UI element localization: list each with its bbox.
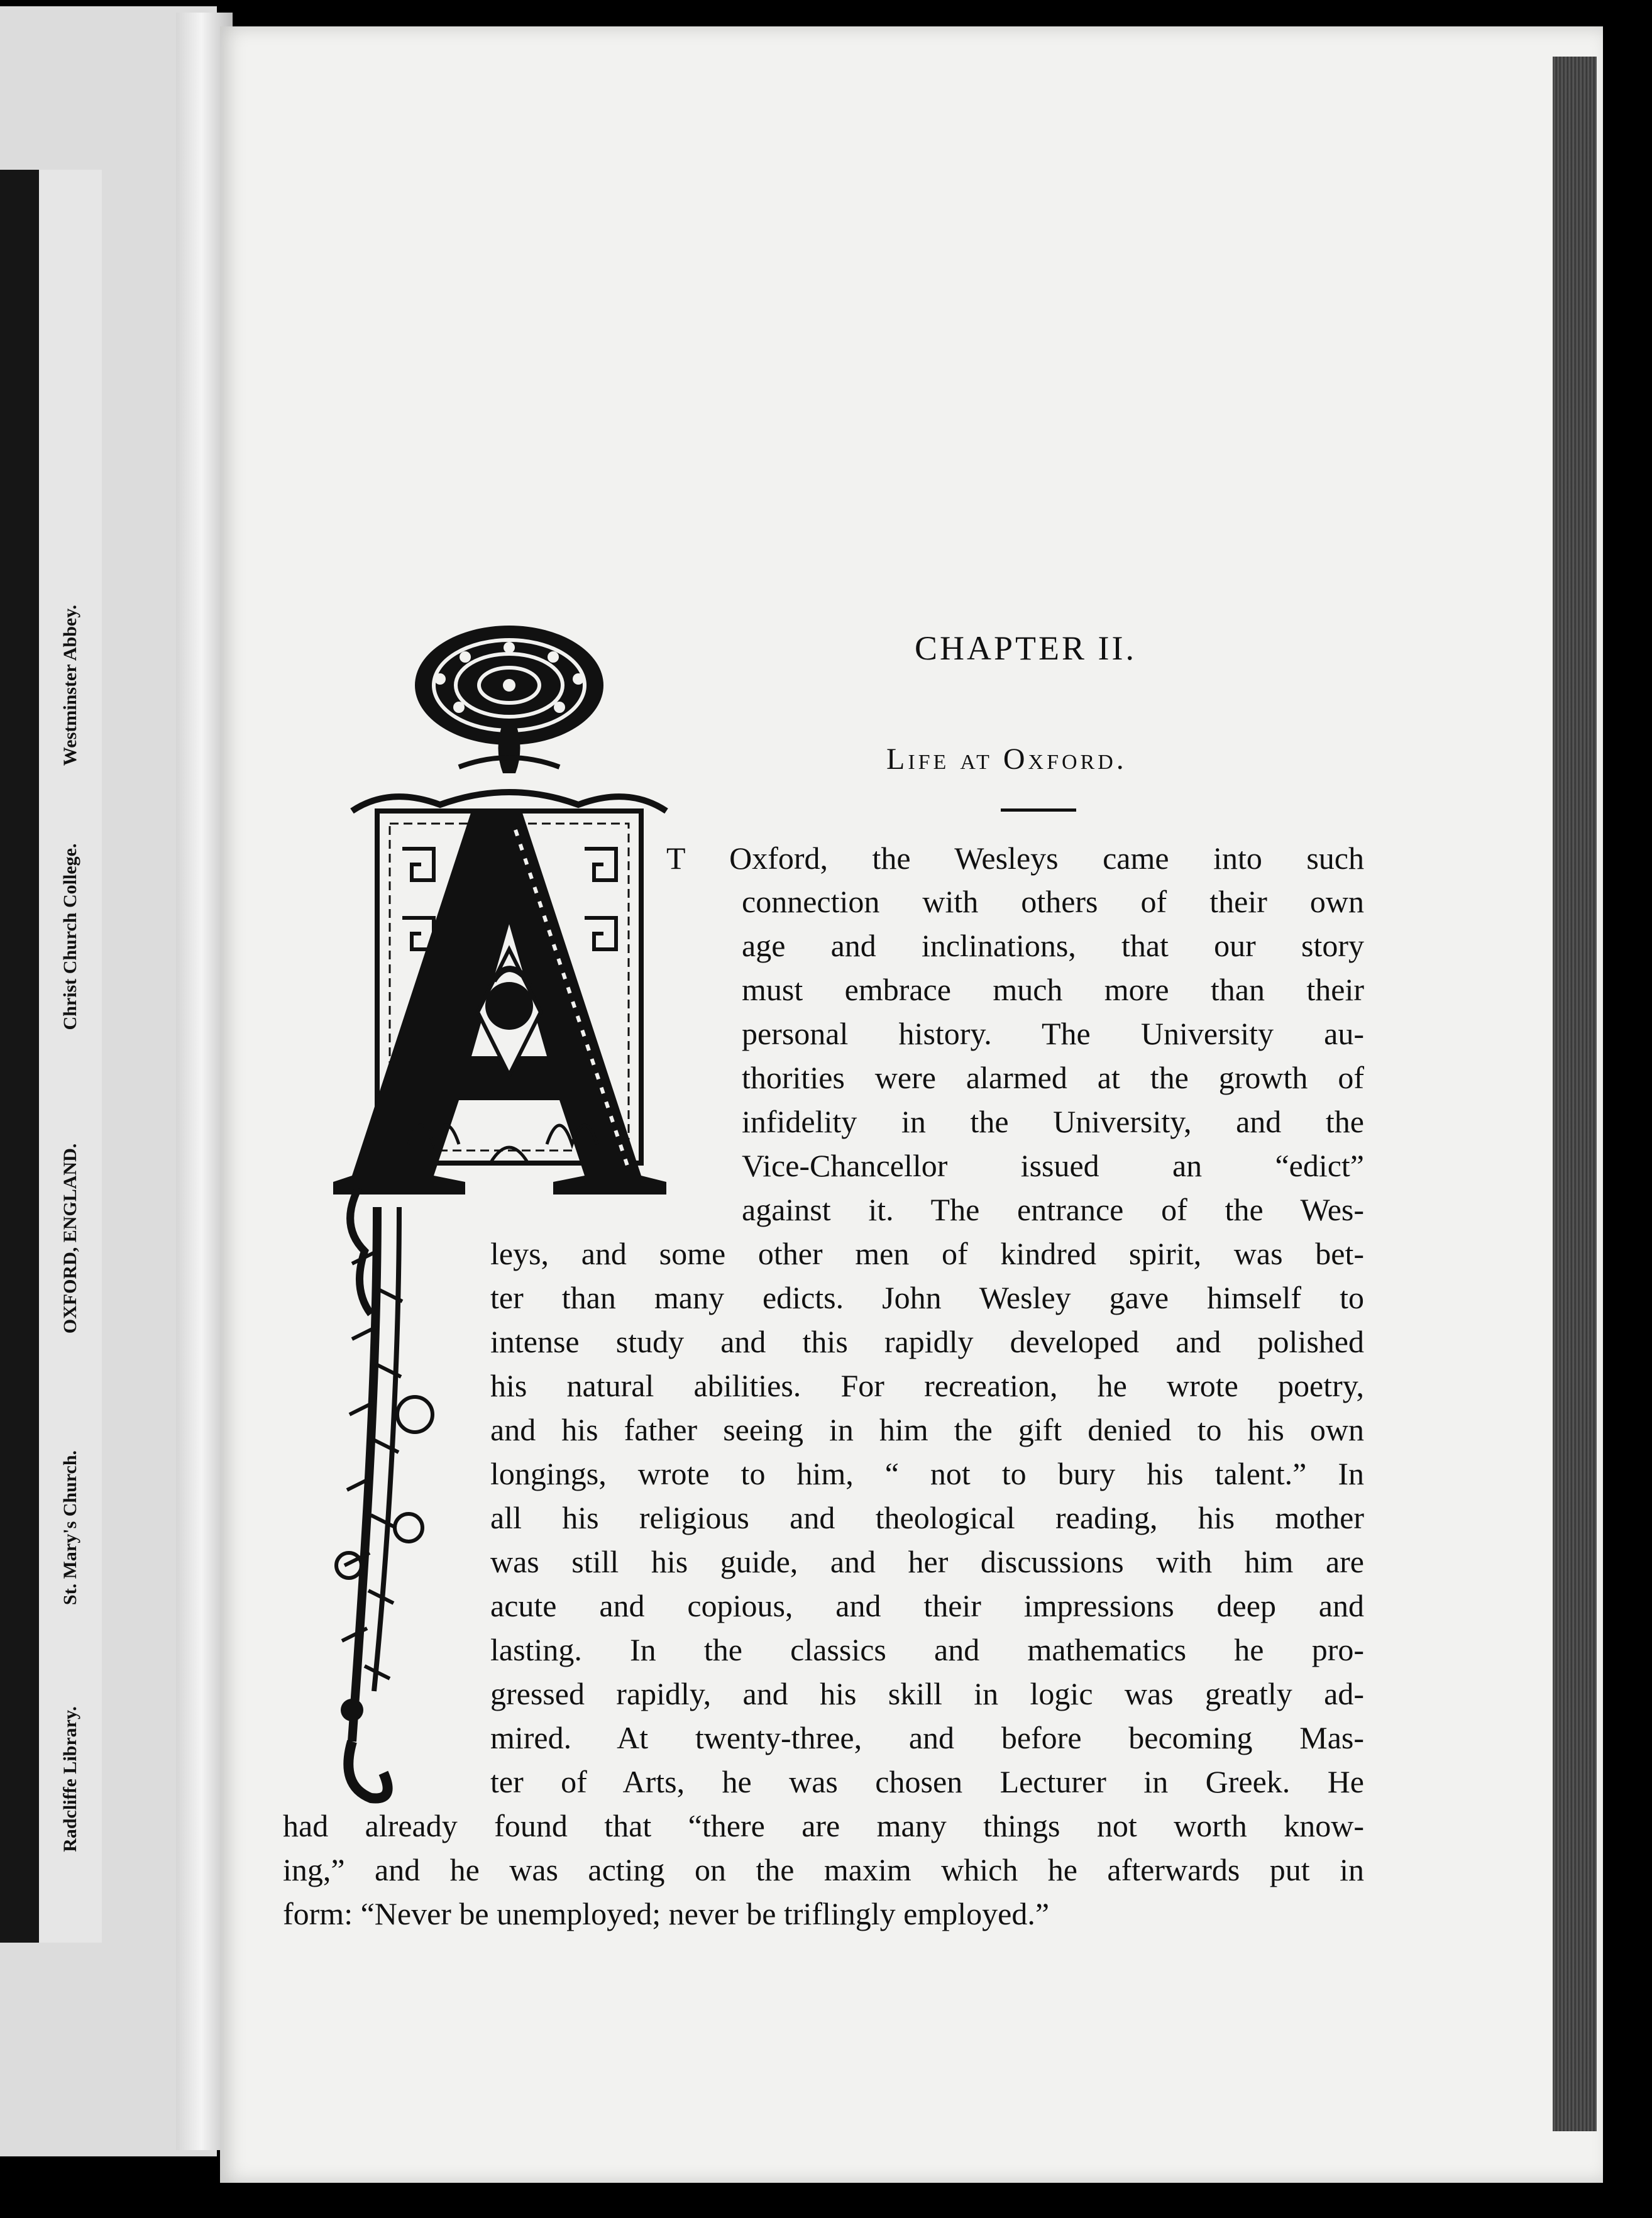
body-line: longings, wrote to him, “ not to bury his talent.” In (490, 1456, 1364, 1491)
plate-caption: Christ Church College. (60, 843, 80, 1030)
body-line: connection with others of their own (742, 884, 1364, 919)
heading-rule (1001, 808, 1076, 812)
body-line: gressed rapidly, and his skill in logic was greatly ad- (490, 1676, 1364, 1711)
plate-caption: OXFORD, ENGLAND. (60, 1143, 80, 1334)
body-line: acute and copious, and their impressions deep and (490, 1588, 1364, 1623)
plate-caption: St. Mary's Church. (60, 1450, 80, 1606)
body-line: personal history. The University au- (742, 1016, 1364, 1051)
body-line: ter of Arts, he was chosen Lecturer in Greek. He (490, 1764, 1364, 1799)
body-line: was still his guide, and her discussions with him are (490, 1544, 1364, 1579)
body-line: his natural abilities. For recreation, he wrote poetry, (490, 1368, 1364, 1403)
plate-caption: Westminster Abbey. (60, 604, 80, 766)
body-line: Vice-Chancellor issued an “edict” (742, 1148, 1364, 1183)
body-line: lasting. In the classics and mathematics he pro- (490, 1632, 1364, 1667)
body-line: must embrace much more than their (742, 972, 1364, 1007)
body-line: leys, and some other men of kindred spirit, was bet- (490, 1236, 1364, 1271)
body-line: and his father seeing in him the gift denied to his own (490, 1412, 1364, 1447)
body-line: infidelity in the University, and the (742, 1104, 1364, 1139)
peacock-icon (415, 626, 603, 773)
body-line: mired. At twenty-three, and before becoming Mas- (490, 1720, 1364, 1755)
plate-caption: Radcliffe Library. (60, 1706, 80, 1852)
page-fore-edge (1553, 57, 1597, 2131)
plate-image-edge (0, 170, 39, 1943)
body-line: had already found that “there are many things not worth know- (283, 1808, 1364, 1843)
body-line: all his religious and theological reading, his mother (490, 1500, 1364, 1535)
body-line: ter than many edicts. John Wesley gave himself to (490, 1280, 1364, 1315)
body-line: T Oxford, the Wesleys came into such (666, 841, 1364, 876)
body-line: thorities were alarmed at the growth of (742, 1060, 1364, 1095)
body-line: against it. The entrance of the Wes- (742, 1192, 1364, 1227)
body-line: age and inclinations, that our story (742, 928, 1364, 963)
chapter-heading: CHAPTER II. (915, 629, 1137, 667)
chapter-subheading: Life at Oxford. (886, 742, 1127, 776)
body-line: form: “Never be unemployed; never be triflingly employed.” (283, 1896, 1050, 1931)
body-line: intense study and this rapidly developed and polished (490, 1324, 1364, 1359)
body-line: ing,” and he was acting on the maxim which he afterwards put in (283, 1852, 1364, 1887)
plate-caption-band (39, 170, 102, 1943)
